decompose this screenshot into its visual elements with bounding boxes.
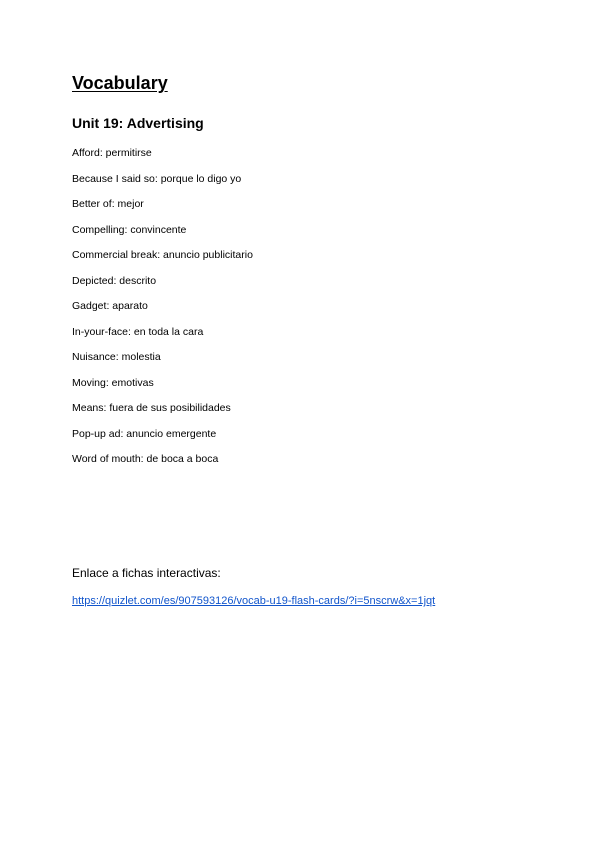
vocab-item-means: Means: fuera de sus posibilidades [72, 402, 231, 414]
page-title: Vocabulary [72, 73, 168, 93]
vocab-item-compelling: Compelling: convincente [72, 223, 187, 236]
unit-subtitle: Unit 19: Advertising [72, 115, 204, 131]
vocab-item-in-your-face: In-your-face: en toda la cara [72, 325, 204, 338]
vocabulary-list [72, 146, 253, 478]
vocab-item-afford: Afford: permitirse [72, 147, 152, 159]
vocab-item-depicted: Depicted: descrito [72, 274, 157, 287]
vocab-item-moving: Moving: emotivas [72, 376, 154, 389]
vocab-item-nuisance: Nuisance: molestia [72, 351, 161, 363]
vocab-item-better-of: Better of: mejor [72, 198, 144, 210]
vocab-item-pop-up-ad: Pop-up ad: anuncio emergente [72, 427, 217, 440]
vocab-item-gadget: Gadget: aparato [72, 300, 148, 312]
vocab-item-word-of-mouth: Word of mouth: de boca a boca [72, 453, 219, 465]
vocab-item-because-i-said-so: Because I said so: porque lo digo yo [72, 172, 242, 185]
quizlet-flashcards-link[interactable]: https://quizlet.com/es/907593126/vocab-u19-flash-cards/?i=5nscrw&x=1jqt [72, 595, 436, 607]
flashcards-link-label: Enlace a fichas interactivas: [72, 566, 221, 580]
vocab-item-commercial-break: Commercial break: anuncio publicitario [72, 249, 253, 261]
